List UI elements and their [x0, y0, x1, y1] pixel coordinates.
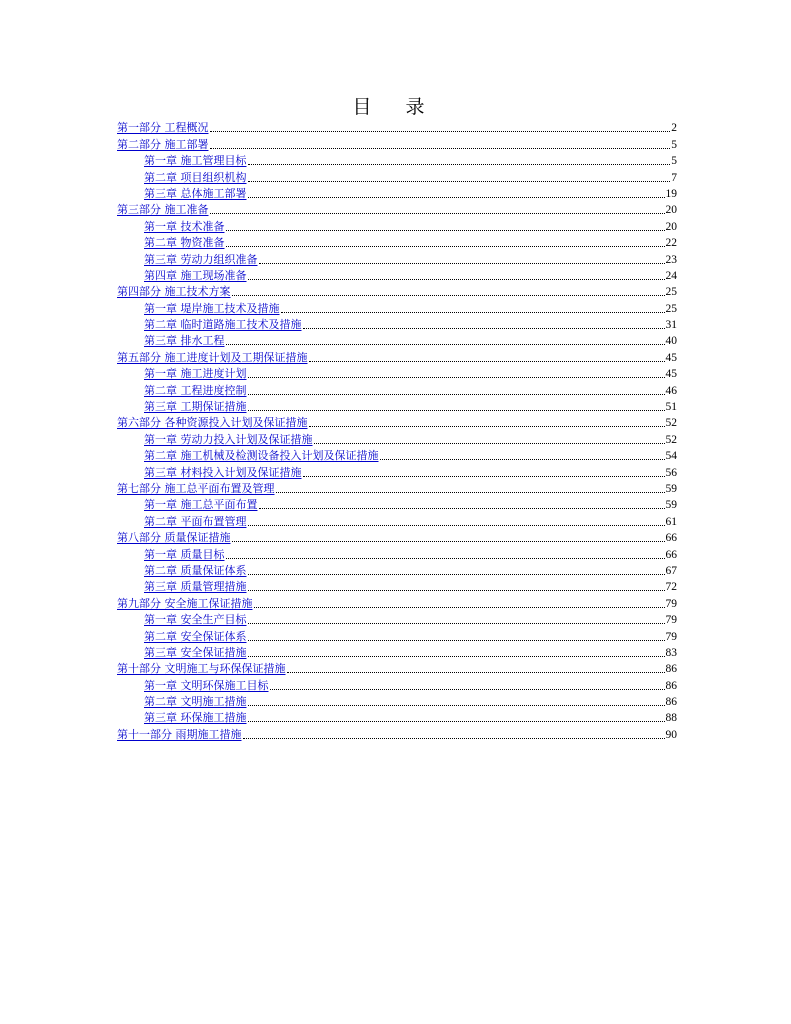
toc-part-link[interactable]	[117, 201, 677, 217]
toc-entry-label[interactable]: 第二部分 施工部署	[117, 137, 209, 151]
dot-leader	[309, 425, 665, 427]
toc-part-link[interactable]	[117, 119, 677, 135]
toc-chapter-link[interactable]	[117, 496, 677, 512]
dot-leader	[314, 442, 665, 444]
toc-page-number: 56	[665, 466, 677, 479]
toc-entry-label[interactable]: 第三部分 施工准备	[117, 203, 209, 217]
toc-chapter-link[interactable]	[117, 267, 677, 283]
toc-entry-label[interactable]: 第二章 平面布置管理	[144, 514, 247, 528]
toc-entry-label[interactable]: 第一部分 工程概况	[117, 121, 209, 135]
toc-chapter-link[interactable]	[117, 168, 677, 184]
toc-chapter-link[interactable]	[117, 562, 677, 578]
toc-entry-label[interactable]: 第二章 物资准备	[144, 236, 225, 250]
toc-chapter-link[interactable]	[117, 644, 677, 660]
dot-leader	[226, 245, 665, 247]
dot-leader	[287, 671, 665, 673]
dot-leader	[248, 409, 665, 411]
toc-entry-label[interactable]: 第三章 劳动力组织准备	[144, 252, 258, 266]
toc-page-number: 79	[665, 597, 677, 610]
toc-entry-label[interactable]: 第二章 项目组织机构	[144, 170, 247, 184]
toc-chapter-link[interactable]	[117, 627, 677, 643]
toc-chapter-link[interactable]	[117, 430, 677, 446]
toc-chapter-link[interactable]	[117, 693, 677, 709]
toc-chapter-link[interactable]	[117, 447, 677, 463]
toc-chapter-link[interactable]	[117, 152, 677, 168]
dot-leader	[248, 622, 665, 624]
dot-leader	[270, 688, 665, 690]
toc-part-link[interactable]	[117, 414, 677, 430]
toc-entry-label[interactable]: 第一章 施工总平面布置	[144, 498, 258, 512]
toc-page-number: 25	[665, 286, 677, 299]
toc-part-link[interactable]	[117, 283, 677, 299]
toc-part-link[interactable]	[117, 480, 677, 496]
dot-leader	[248, 278, 665, 280]
toc-page-number: 51	[665, 401, 677, 414]
toc-chapter-link[interactable]	[117, 217, 677, 233]
dot-leader	[248, 704, 665, 706]
toc-entry-label[interactable]: 第三章 排水工程	[144, 334, 225, 348]
dot-leader	[232, 294, 665, 296]
toc-page-number: 20	[665, 204, 677, 217]
toc-chapter-link[interactable]	[117, 463, 677, 479]
toc-page-number: 66	[665, 548, 677, 561]
toc-part-link[interactable]	[117, 348, 677, 364]
dot-leader	[248, 573, 665, 575]
toc-chapter-link[interactable]	[117, 332, 677, 348]
toc-chapter-link[interactable]	[117, 545, 677, 561]
table-of-contents	[117, 119, 677, 742]
toc-entry-label[interactable]: 第六部分 各种资源投入计划及保证措施	[117, 416, 308, 430]
toc-chapter-link[interactable]	[117, 578, 677, 594]
toc-entry-label[interactable]: 第二章 文明施工措施	[144, 695, 247, 709]
toc-entry-label[interactable]: 第一章 堤岸施工技术及措施	[144, 301, 280, 315]
toc-chapter-link[interactable]	[117, 512, 677, 528]
toc-chapter-link[interactable]	[117, 185, 677, 201]
dot-leader	[303, 327, 665, 329]
toc-page-number: 61	[665, 515, 677, 528]
toc-entry-label[interactable]: 第二章 质量保证体系	[144, 563, 247, 577]
toc-page-number: 52	[665, 417, 677, 430]
dot-leader	[254, 606, 665, 608]
toc-page-number: 86	[665, 663, 677, 676]
toc-page-number: 2	[671, 122, 677, 135]
toc-page-number: 86	[665, 696, 677, 709]
dot-leader	[210, 212, 665, 214]
toc-page-number: 25	[665, 302, 677, 315]
toc-entry-label[interactable]: 第一章 劳动力投入计划及保证措施	[144, 432, 313, 446]
toc-page-number: 45	[665, 368, 677, 381]
toc-chapter-link[interactable]	[117, 381, 677, 397]
dot-leader	[303, 475, 665, 477]
toc-chapter-link[interactable]	[117, 709, 677, 725]
toc-entry-label[interactable]: 第一章 质量目标	[144, 547, 225, 561]
toc-entry-label[interactable]: 第九部分 安全施工保证措施	[117, 596, 253, 610]
dot-leader	[281, 311, 665, 313]
toc-page-number: 59	[665, 482, 677, 495]
toc-page-number: 83	[665, 646, 677, 659]
dot-leader	[259, 262, 665, 264]
dot-leader	[248, 163, 671, 165]
dot-leader	[210, 130, 671, 132]
toc-page-number: 88	[665, 712, 677, 725]
toc-page-number: 23	[665, 253, 677, 266]
toc-entry-label[interactable]: 第三章 质量管理措施	[144, 580, 247, 594]
toc-entry-label[interactable]: 第八部分 质量保证措施	[117, 531, 231, 545]
toc-part-link[interactable]	[117, 135, 677, 151]
dot-leader	[309, 360, 665, 362]
toc-chapter-link[interactable]	[117, 676, 677, 692]
toc-chapter-link[interactable]	[117, 250, 677, 266]
toc-chapter-link[interactable]	[117, 365, 677, 381]
toc-title: 目 录	[352, 96, 439, 118]
dot-leader	[380, 458, 665, 460]
dot-leader	[276, 491, 665, 493]
dot-leader	[210, 147, 671, 149]
dot-leader	[248, 376, 665, 378]
toc-entry-label[interactable]: 第七部分 施工总平面布置及管理	[117, 481, 275, 495]
dot-leader	[248, 524, 665, 526]
toc-page-number: 72	[665, 581, 677, 594]
dot-leader	[226, 557, 665, 559]
toc-entry-label[interactable]: 第一章 施工进度计划	[144, 367, 247, 381]
toc-entry-label[interactable]: 第一章 施工管理目标	[144, 154, 247, 168]
toc-page-number: 90	[665, 728, 677, 741]
toc-page-number: 22	[665, 237, 677, 250]
toc-page-number: 79	[665, 630, 677, 643]
toc-entry-label[interactable]: 第二章 临时道路施工技术及措施	[144, 318, 302, 332]
toc-page-number: 7	[671, 171, 677, 184]
toc-part-link[interactable]	[117, 660, 677, 676]
toc-page-number: 59	[665, 499, 677, 512]
toc-entry-label[interactable]: 第一章 安全生产目标	[144, 613, 247, 627]
toc-chapter-link[interactable]	[117, 316, 677, 332]
toc-entry-label[interactable]: 第五部分 施工进度计划及工期保证措施	[117, 350, 308, 364]
dot-leader	[243, 737, 665, 739]
dot-leader	[248, 720, 665, 722]
toc-entry-label[interactable]: 第三章 安全保证措施	[144, 645, 247, 659]
toc-chapter-link[interactable]	[117, 398, 677, 414]
toc-page-number: 46	[665, 384, 677, 397]
toc-page-number: 45	[665, 351, 677, 364]
dot-leader	[226, 229, 665, 231]
dot-leader	[248, 393, 665, 395]
toc-part-link[interactable]	[117, 594, 677, 610]
dot-leader	[248, 639, 665, 641]
toc-page-number: 52	[665, 433, 677, 446]
dot-leader	[248, 589, 665, 591]
toc-entry-label[interactable]: 第一章 文明环保施工目标	[144, 678, 269, 692]
toc-chapter-link[interactable]	[117, 234, 677, 250]
toc-chapter-link[interactable]	[117, 611, 677, 627]
toc-entry-label[interactable]: 第二章 工程进度控制	[144, 383, 247, 397]
toc-page-number: 19	[665, 187, 677, 200]
toc-part-link[interactable]	[117, 529, 677, 545]
toc-page-number: 54	[665, 450, 677, 463]
toc-entry-label[interactable]: 第四部分 施工技术方案	[117, 285, 231, 299]
dot-leader	[259, 507, 665, 509]
dot-leader	[248, 180, 671, 182]
toc-entry-label[interactable]: 第四章 施工现场准备	[144, 268, 247, 282]
toc-page-number: 31	[665, 319, 677, 332]
dot-leader	[226, 343, 665, 345]
toc-chapter-link[interactable]	[117, 299, 677, 315]
toc-entry-label[interactable]: 第三章 环保施工措施	[144, 711, 247, 725]
toc-entry-label[interactable]: 第三章 工期保证措施	[144, 400, 247, 414]
toc-page-number: 5	[671, 138, 677, 151]
toc-page-number: 5	[671, 155, 677, 168]
toc-entry-label[interactable]: 第十一部分 雨期施工措施	[117, 727, 242, 741]
toc-entry-label[interactable]: 第三章 总体施工部署	[144, 186, 247, 200]
toc-page-number: 86	[665, 679, 677, 692]
toc-page-number: 24	[665, 269, 677, 282]
toc-page-number: 66	[665, 532, 677, 545]
toc-entry-label[interactable]: 第二章 施工机械及检测设备投入计划及保证措施	[144, 449, 379, 463]
dot-leader	[248, 196, 665, 198]
toc-part-link[interactable]	[117, 725, 677, 741]
toc-page-number: 79	[665, 614, 677, 627]
toc-page-number: 40	[665, 335, 677, 348]
dot-leader	[248, 655, 665, 657]
toc-entry-label[interactable]: 第十部分 文明施工与环保保证措施	[117, 662, 286, 676]
toc-entry-label[interactable]: 第一章 技术准备	[144, 219, 225, 233]
dot-leader	[232, 540, 665, 542]
toc-page-number: 20	[665, 220, 677, 233]
toc-entry-label[interactable]: 第二章 安全保证体系	[144, 629, 247, 643]
toc-entry-label[interactable]: 第三章 材料投入计划及保证措施	[144, 465, 302, 479]
toc-page-number: 67	[665, 564, 677, 577]
